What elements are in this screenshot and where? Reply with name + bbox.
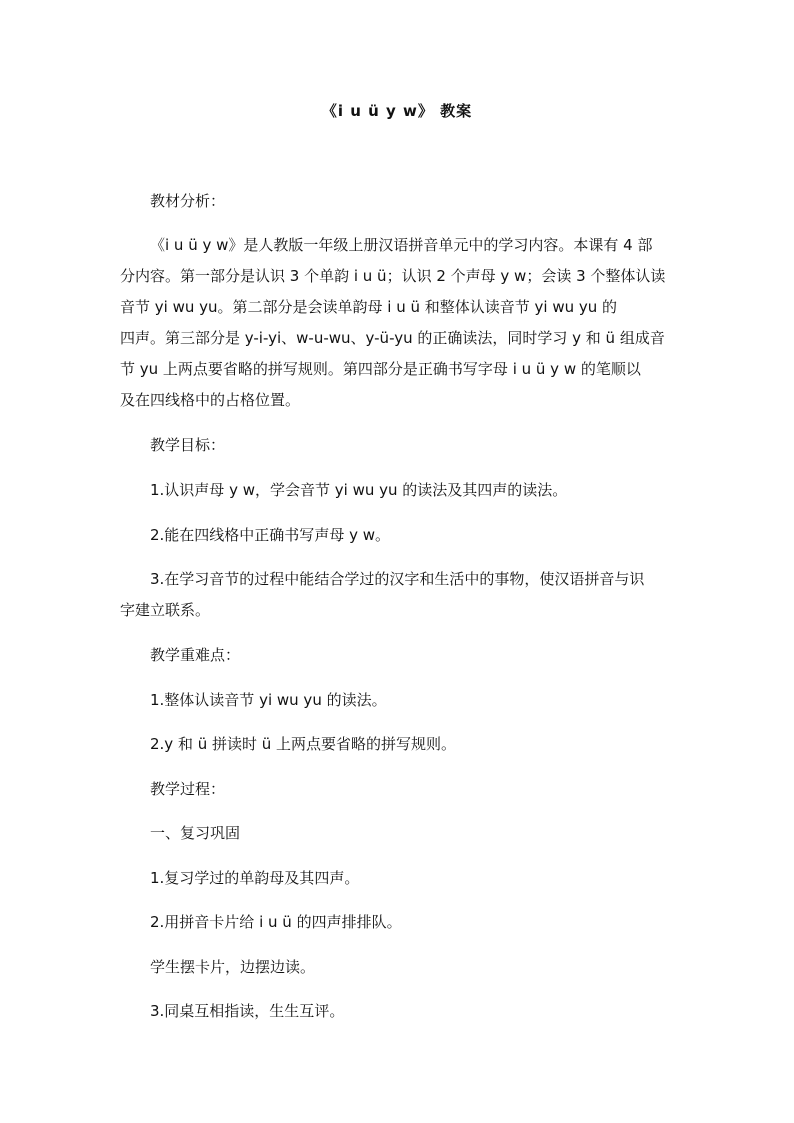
goal-item-2: 2.能在四线格中正确书写声母 y w。 [150, 526, 390, 544]
goal-item-3 [120, 564, 675, 626]
step-heading: 一、复习巩固 [150, 824, 241, 842]
key-point-item-2: 2.y 和 ü 拼读时 ü 上两点要省略的拼写规则。 [150, 735, 457, 753]
section-heading-process: 教学过程： [150, 780, 226, 798]
paragraph-line: 分内容。第一部分是认识 3 个单韵 i u ü；认识 2 个声母 y w；会读 3 个整体认读 [120, 267, 666, 285]
paragraph-line: 四声。第三部分是 y-i-yi、w-u-wu、y-ü-yu 的正确读法，同时学习 y 和 ü 组成音 [120, 329, 665, 347]
section-heading-goals: 教学目标： [150, 436, 226, 454]
section-heading-analysis: 教材分析： [150, 192, 226, 210]
paragraph-line: 音节 yi wu yu。第二部分是会读单韵母 i u ü 和整体认读音节 yi wu yu 的 [120, 298, 618, 316]
goal-item-1: 1.认识声母 y w，学会音节 yi wu yu 的读法及其四声的读法。 [150, 481, 568, 499]
document-title: 《i u ü y w》 教案 [321, 102, 473, 120]
section-heading-key-points: 教学重难点： [150, 646, 241, 664]
paragraph-line: 节 yu 上两点要省略的拼写规则。第四部分是正确书写字母 i u ü y w 的笔顺以 [120, 360, 641, 378]
paragraph-line: 3.在学习音节的过程中能结合学过的汉字和生活中的事物，使汉语拼音与识 [150, 570, 645, 588]
analysis-paragraph [120, 230, 675, 416]
step-item-1: 1.复习学过的单韵母及其四声。 [150, 869, 360, 887]
paragraph-line: 及在四线格中的占格位置。 [120, 391, 301, 409]
key-point-item-1: 1.整体认读音节 yi wu yu 的读法。 [150, 691, 387, 709]
paragraph-line: 《i u ü y w》是人教版一年级上册汉语拼音单元中的学习内容。本课有 4 部 [150, 236, 653, 254]
step-item-3: 3.同桌互相指读，生生互评。 [150, 1002, 345, 1020]
step-item-2: 2.用拼音卡片给 i u ü 的四声排排队。 [150, 913, 402, 931]
paragraph-line: 字建立联系。 [120, 601, 211, 619]
step-item-2-note: 学生摆卡片，边摆边读。 [150, 958, 316, 976]
